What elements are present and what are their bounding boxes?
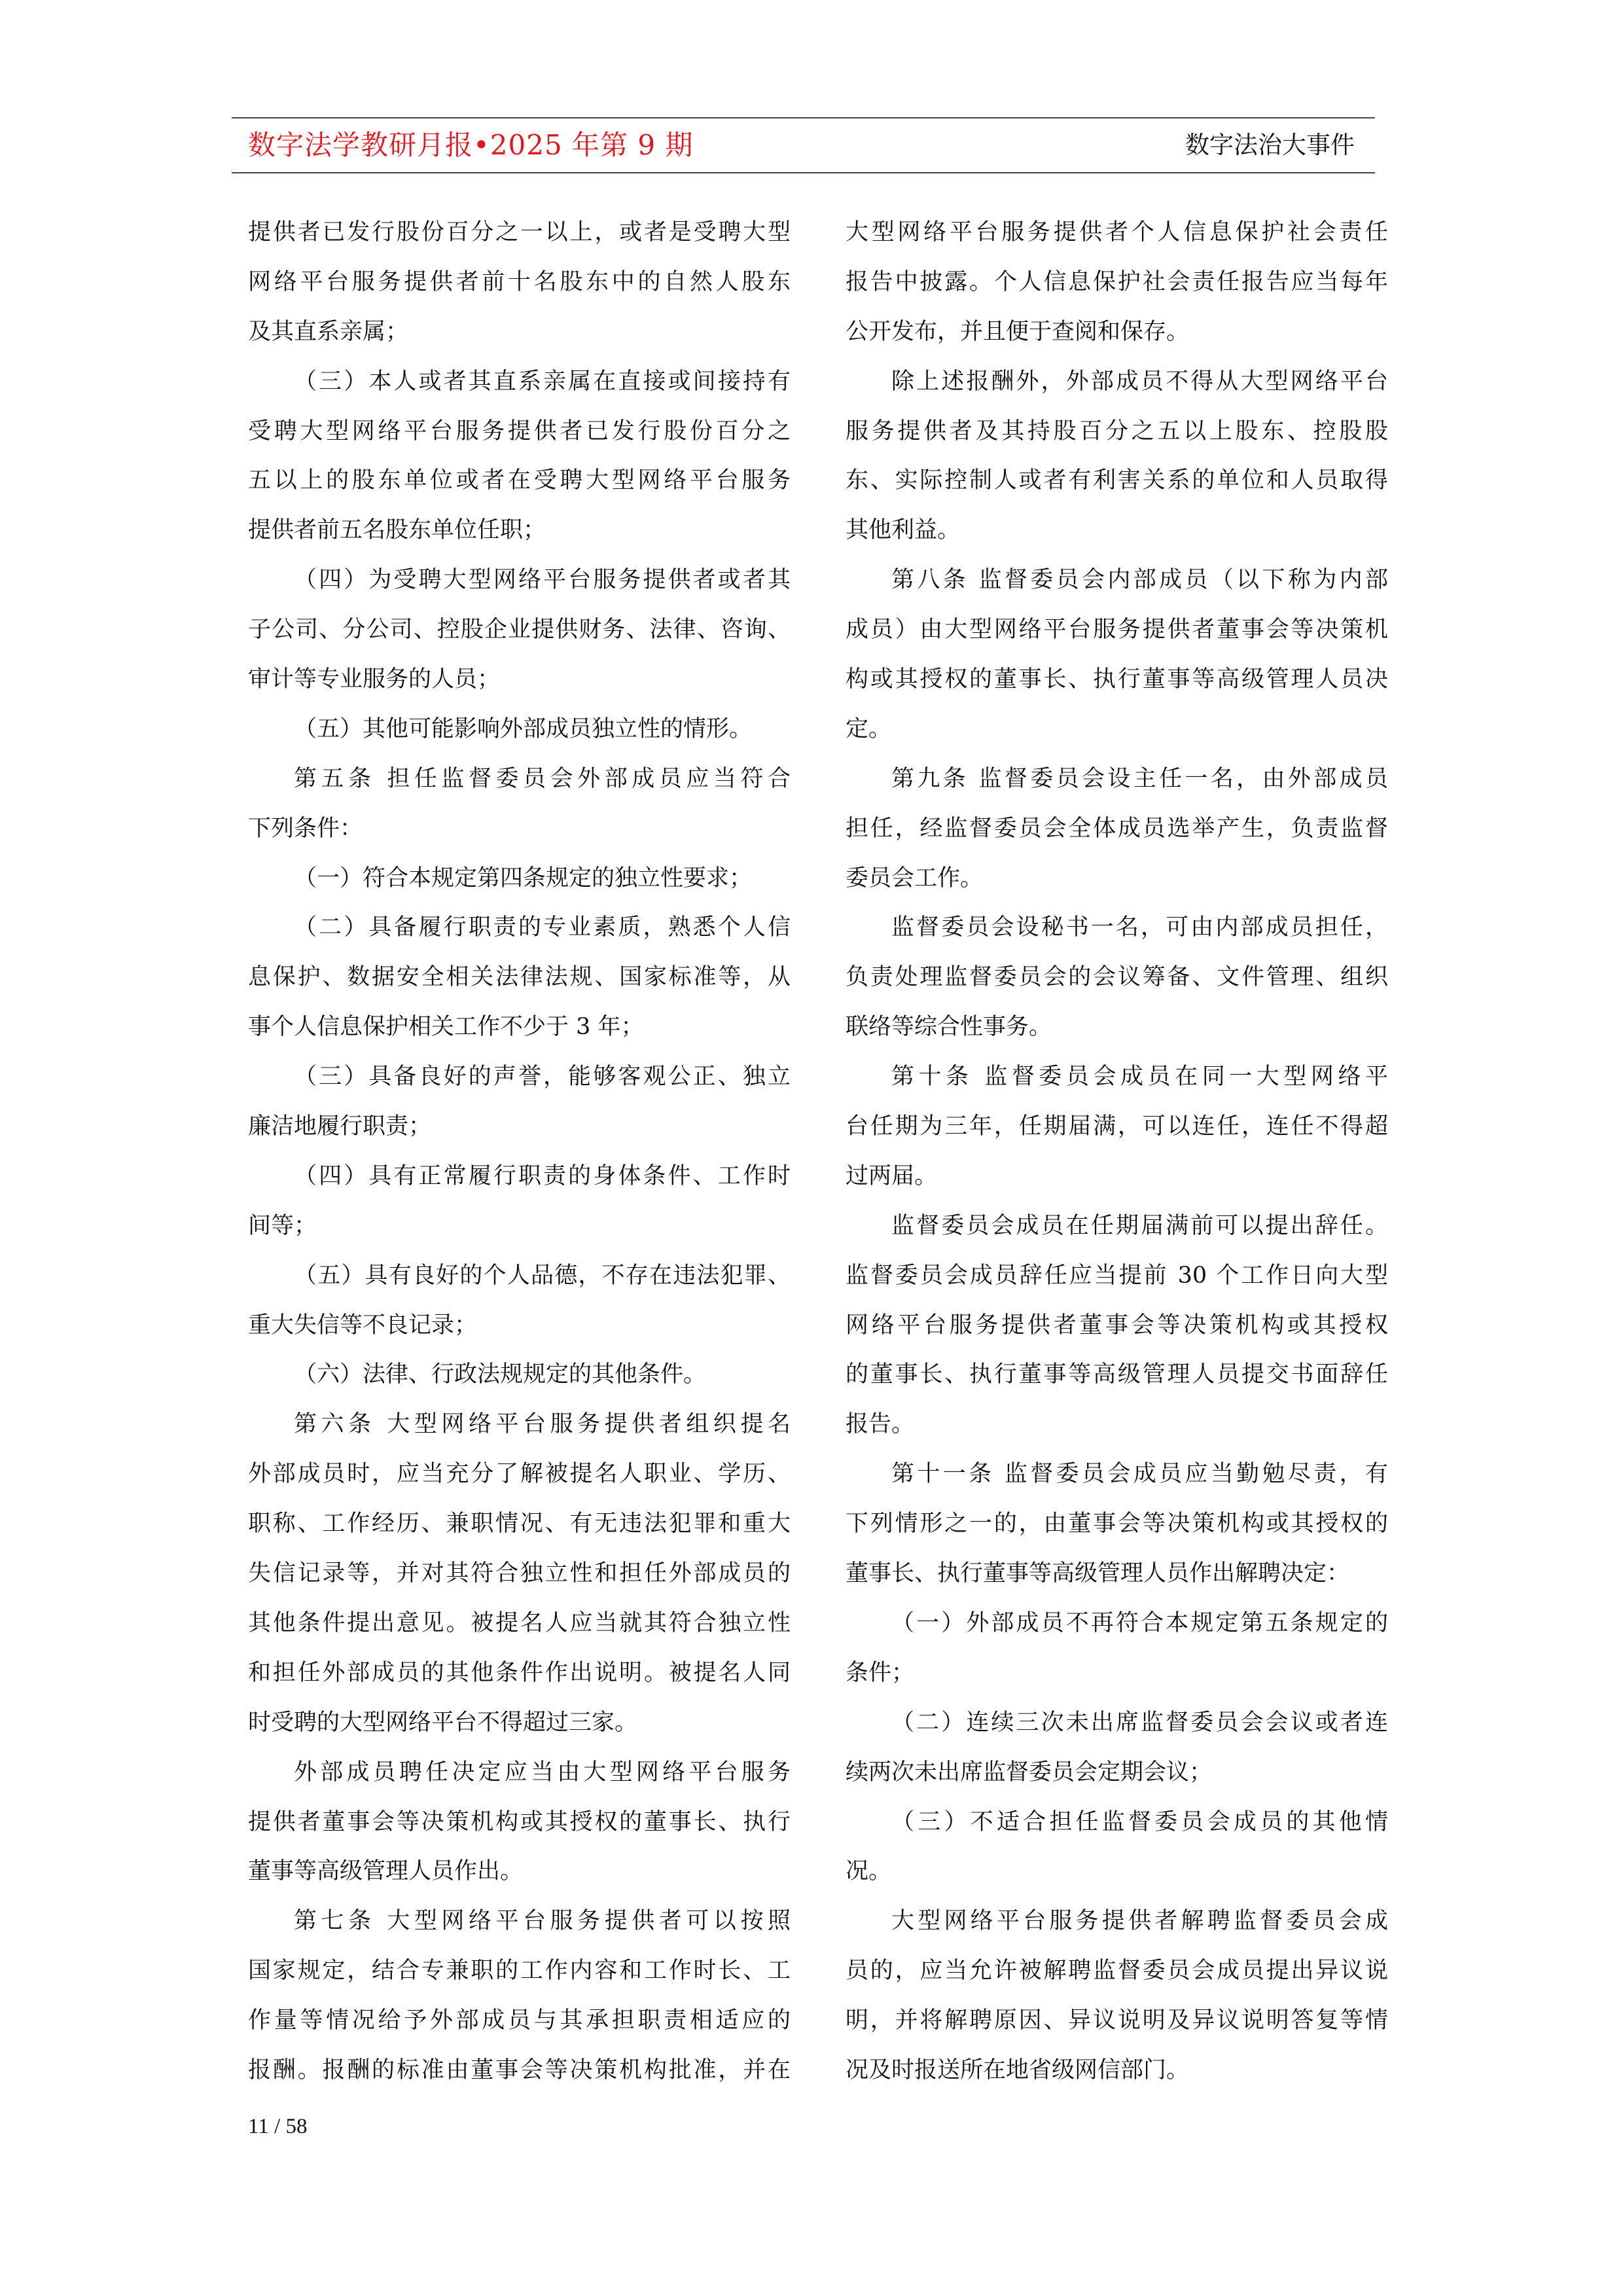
text-line: 外部成员时，应当充分了解被提名人职业、学历、 [248,1461,791,1488]
text-line: 大型网络平台服务提供者解聘监督委员会成 [891,1908,1388,1935]
paragraph [846,1450,1388,1599]
text-line: 子公司、分公司、控股企业提供财务、法律、咨询、 [248,617,791,643]
text-line: 其他利益。 [846,517,961,544]
paragraph [846,1798,1388,1897]
text-line: 和担任外部成员的其他条件作出说明。被提名人同 [248,1659,791,1686]
text-line: 董事等高级管理人员作出。 [248,1858,524,1885]
text-line: （三）本人或者其直系亲属在直接或间接持有 [294,368,791,395]
paragraph [248,1400,791,1748]
text-line: 服务提供者及其持股百分之五以上股东、控股股 [846,418,1388,444]
paragraph [248,854,791,904]
text-line: 第五条 担任监督委员会外部成员应当符合 [294,765,791,792]
paragraph [248,1897,791,2096]
text-line: 成员）由大型网络平台服务提供者董事会等决策机 [846,617,1388,643]
text-line: 况及时报送所在地省级网信部门。 [846,2056,1190,2083]
text-line: 下列情形之一的，由董事会等决策机构或其授权的 [846,1511,1388,1537]
text-line: 职称、工作经历、兼职情况、有无违法犯罪和重大 [248,1511,791,1537]
text-line: 第十一条 监督委员会成员应当勤勉尽责，有 [891,1461,1388,1488]
paragraph [846,357,1388,556]
text-line: （二）连续三次未出席监督委员会会议或者连 [891,1709,1388,1736]
text-line: 委员会工作。 [846,865,984,891]
journal-title: 数字法学教研月报•2025 年第 9 期 [248,129,694,161]
text-line: 条件； [846,1659,915,1686]
text-line: （一）外部成员不再符合本规定第五条规定的 [891,1609,1388,1636]
text-line: 定。 [846,715,892,742]
text-line: 第七条 大型网络平台服务提供者可以按照 [294,1908,791,1935]
paragraph [248,1251,791,1351]
text-line: 监督委员会成员辞任应当提前 30 个工作日向大型 [846,1262,1388,1289]
text-line: （一）符合本规定第四条规定的独立性要求； [294,865,753,891]
text-line: 台任期为三年，任期届满，可以连任，连任不得超 [846,1113,1388,1140]
paragraph [248,755,791,854]
text-line: 失信记录等，并对其符合独立性和担任外部成员的 [248,1560,791,1587]
text-line: 第八条 监督委员会内部成员（以下称为内部 [891,567,1388,594]
text-line: 提供者前五名股东单位任职； [248,517,546,544]
paragraph [248,1748,791,1897]
text-line: （四）为受聘大型网络平台服务提供者或者其 [294,567,791,594]
text-line: 下列条件： [248,815,363,842]
text-line: 及其直系亲属； [248,318,409,345]
text-line: 报酬。报酬的标准由董事会等决策机构批准，并在 [248,2056,791,2083]
paragraph [248,357,791,556]
text-line: 第十条 监督委员会成员在同一大型网络平 [891,1064,1388,1090]
paragraph [846,1599,1388,1698]
text-line: （六）法律、行政法规规定的其他条件。 [294,1361,707,1388]
paragraph [248,556,791,705]
paragraph [846,556,1388,755]
paragraph [248,705,791,755]
text-line: 第九条 监督委员会设主任一名，由外部成员 [891,765,1388,792]
paragraph [846,1897,1388,2096]
left-column [248,208,791,2096]
text-line: 员的，应当允许被解聘监督委员会成员提出异议说 [846,1958,1388,1984]
text-line: 提供者董事会等决策机构或其授权的董事长、执行 [248,1808,791,1835]
text-line: 其他条件提出意见。被提名人应当就其符合独立性 [248,1609,791,1636]
text-line: （五）其他可能影响外部成员独立性的情形。 [294,715,753,742]
text-line: 构或其授权的董事长、执行董事等高级管理人员决 [846,666,1388,693]
text-line: 外部成员聘任决定应当由大型网络平台服务 [294,1759,791,1785]
text-line: 报告。 [846,1411,915,1438]
text-line: 重大失信等不良记录； [248,1312,478,1338]
text-line: 除上述报酬外，外部成员不得从大型网络平台 [891,368,1388,395]
text-line: 的董事长、执行董事等高级管理人员提交书面辞任 [846,1361,1388,1388]
text-line: 受聘大型网络平台服务提供者已发行股份百分之 [248,418,791,444]
paragraph [248,208,791,357]
text-line: 网络平台服务提供者前十名股东中的自然人股东 [248,268,791,295]
text-line: 明，并将解聘原因、异议说明及异议说明答复等情 [846,2007,1388,2034]
text-line: （三）不适合担任监督委员会成员的其他情 [891,1808,1388,1835]
section-title: 数字法治大事件 [1185,131,1355,159]
text-line: 网络平台服务提供者董事会等决策机构或其授权 [846,1312,1388,1338]
text-line: （五）具有良好的个人品德，不存在违法犯罪、 [294,1262,791,1289]
text-line: 董事长、执行董事等高级管理人员作出解聘决定： [846,1560,1350,1587]
text-line: 东、实际控制人或者有利害关系的单位和人员取得 [846,467,1388,494]
text-line: 况。 [846,1858,892,1885]
text-line: 事个人信息保护相关工作不少于 3 年； [248,1014,644,1041]
page-number: 11 / 58 [248,2115,308,2138]
text-line: 公开发布，并且便于查阅和保存。 [846,318,1190,345]
text-line: （四）具有正常履行职责的身体条件、工作时 [294,1162,791,1189]
text-line: 提供者已发行股份百分之一以上，或者是受聘大型 [248,219,791,245]
paragraph [248,903,791,1052]
paragraph [846,755,1388,904]
paragraph [248,1350,791,1400]
paragraph [248,1052,791,1152]
text-line: 联络等综合性事务。 [846,1014,1052,1041]
text-line: 过两届。 [846,1162,938,1189]
text-line: 续两次未出席监督委员会定期会议； [846,1759,1213,1785]
paragraph [846,1698,1388,1798]
paragraph [846,1202,1388,1450]
paragraph [846,903,1388,1052]
text-line: 五以上的股东单位或者在受聘大型网络平台服务 [248,467,791,494]
text-line: 作量等情况给予外部成员与其承担职责相适应的 [248,2007,791,2034]
text-line: 大型网络平台服务提供者个人信息保护社会责任 [846,219,1388,245]
text-line: 时受聘的大型网络平台不得超过三家。 [248,1709,638,1736]
text-line: 息保护、数据安全相关法律法规、国家标准等，从 [248,964,791,991]
paragraph [846,208,1388,357]
paragraph [846,1052,1388,1202]
text-line: 间等； [248,1212,317,1239]
text-line: 廉洁地履行职责； [248,1113,432,1140]
text-line: 国家规定，结合专兼职的工作内容和工作时长、工 [248,1958,791,1984]
text-line: （二）具备履行职责的专业素质，熟悉个人信 [294,914,791,941]
text-line: 负责处理监督委员会的会议筹备、文件管理、组织 [846,964,1388,991]
text-line: 审计等专业服务的人员； [248,666,501,693]
text-line: （三）具备良好的声誉，能够客观公正、独立 [294,1064,791,1090]
text-line: 报告中披露。个人信息保护社会责任报告应当每年 [846,268,1388,295]
paragraph [248,1152,791,1251]
header-rule-bottom [232,172,1375,173]
text-line: 担任，经监督委员会全体成员选举产生，负责监督 [846,815,1388,842]
text-line: 监督委员会成员在任期届满前可以提出辞任。 [891,1212,1388,1239]
text-line: 监督委员会设秘书一名，可由内部成员担任， [891,914,1388,941]
right-column [846,208,1388,2096]
text-line: 第六条 大型网络平台服务提供者组织提名 [294,1411,791,1438]
